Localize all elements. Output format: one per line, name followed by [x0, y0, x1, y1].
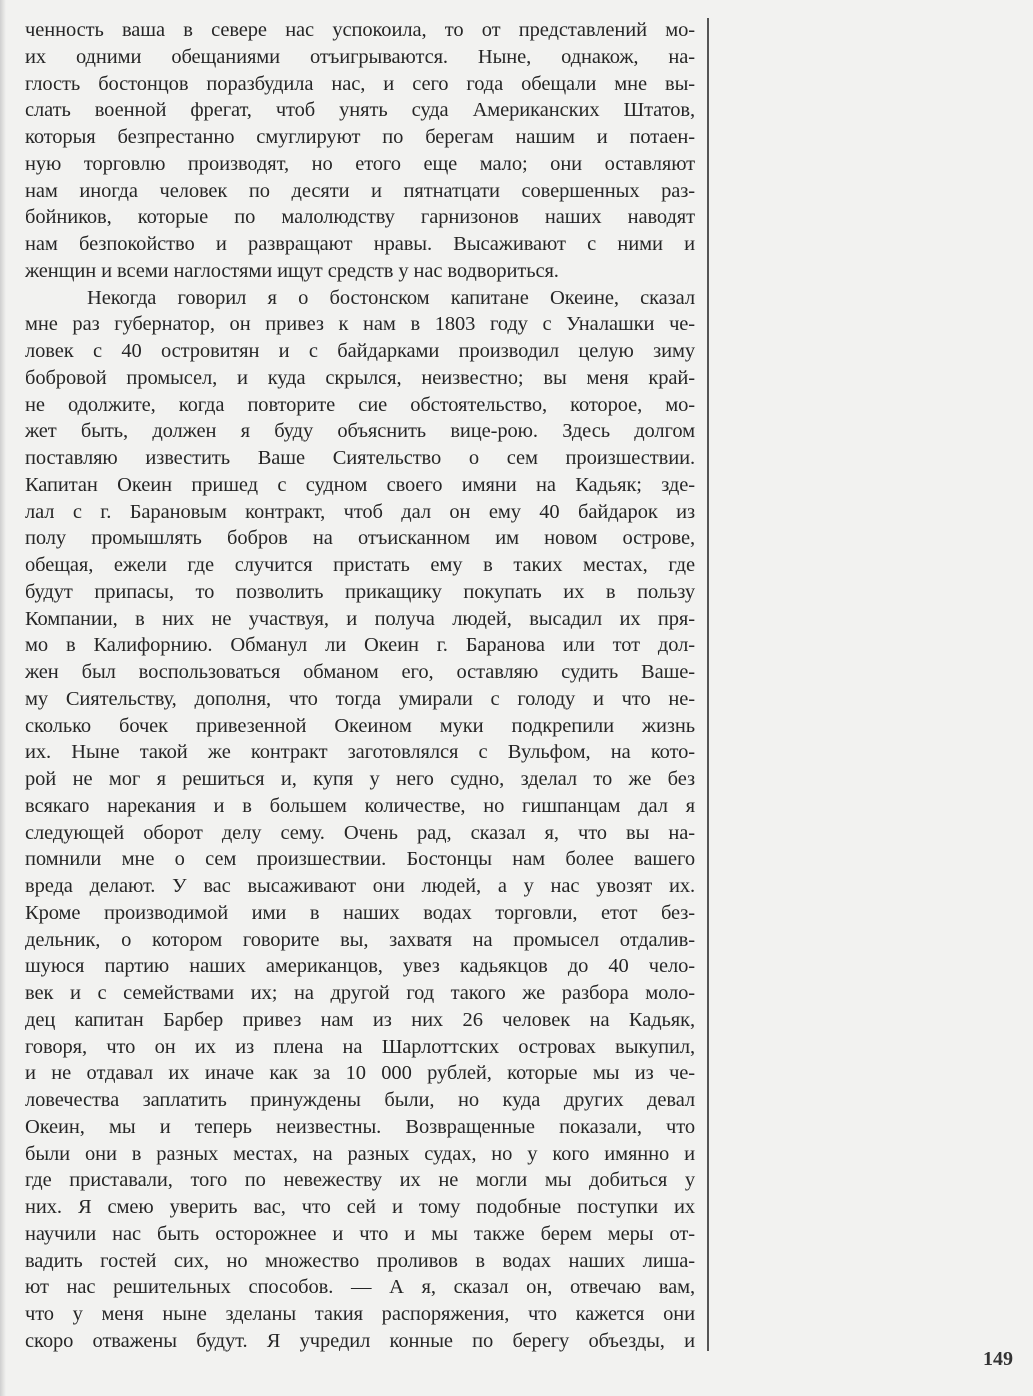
text-line: что у меня ныне зделаны такия распоряжения, что кажется они	[25, 1303, 695, 1325]
text-line: которыя безпрестанно смуглируют по берегам нашим и потаен-	[25, 126, 695, 148]
text-line: них. Я смею уверить вас, что сей и тому подобные поступки их	[25, 1196, 695, 1218]
text-line: говоря, что он их из плена на Шарлоттских островах выкупил,	[25, 1035, 695, 1058]
text-line: рой не мог я решиться и, купя у него судно, зделал то же без	[25, 768, 695, 790]
text-line: будут припасы, то позволить прикащику покупать их в пользу	[25, 580, 695, 603]
page-edge-shadow	[0, 0, 6, 1396]
text-line: Некогда говорил я о бостонском капитане Океине, сказал	[87, 286, 695, 309]
text-line: нам безпокойство и развращают нравы. Высаживают с ними и	[25, 233, 695, 255]
text-line: Капитан Океин пришед с судном своего имяни на Кадьяк; зде-	[25, 473, 695, 496]
text-line: жен был воспользоваться обманом его, оставляю судить Ваше-	[25, 661, 695, 683]
text-line: и не отдавал их иначе как за 10 000 рублей, которые мы из че-	[25, 1062, 695, 1085]
text-line: полу промышлять бобров на отъисканном им новом острове,	[25, 527, 695, 550]
page-number: 149	[983, 1348, 1013, 1370]
text-line: не одолжите, когда повторите сие обстоятельство, которое, мо-	[25, 393, 695, 416]
text-line: их. Ныне такой же контракт заготовлялся с Вульфом, на кото-	[25, 741, 695, 764]
text-line: вреда делают. У вас высаживают они людей, а у нас увозят их.	[25, 875, 695, 897]
text-line: всякаго нарекания и в большем количестве, но гишпанцам дал я	[25, 794, 695, 817]
text-line: бобровой промысел, и куда скрылся, неизвестно; вы меня край-	[25, 366, 695, 389]
text-line: обещая, ежели где случится пристать ему в таких местах, где	[25, 554, 695, 576]
text-line: жет быть, должен я буду объяснить вице-рою. Здесь долгом	[25, 420, 695, 443]
text-line: лал с г. Барановым контракт, чтоб дал он ему 40 байдарок из	[25, 500, 695, 523]
text-line: сколько бочек привезенной Океином муки подкрепили жизнь	[25, 714, 695, 737]
text-line: где приставали, того по невежеству их не могли мы добиться у	[25, 1169, 695, 1192]
margin-rule	[707, 18, 709, 1351]
text-line: мо в Калифорнию. Обманул ли Океин г. Баранова или тот дол-	[25, 634, 695, 657]
text-line: следующей оборот делу сему. Очень рад, сказал я, что вы на-	[25, 821, 695, 844]
text-line: научили нас быть осторожнее и что и мы также берем меры от-	[25, 1222, 695, 1245]
text-line: дельник, о котором говорите вы, захватя на промысел отдалив-	[25, 928, 695, 951]
text-line: поставляю известить Ваше Сиятельство о сем произшествии.	[25, 447, 695, 469]
text-line: му Сиятельству, дополня, что тогда умирали с голоду и что не-	[25, 687, 695, 710]
text-line: век и с семействами их; на другой год такого же разбора моло-	[25, 982, 695, 1004]
text-line: женщин и всеми наглостями ищут средств у нас водвориться.	[25, 259, 559, 282]
text-line: их одними обещаниями отъигрываются. Ныне, однакож, на-	[25, 45, 695, 68]
text-line: дец капитан Барбер привез нам из них 26 человек на Кадьяк,	[25, 1008, 695, 1031]
text-line: Океин, мы и теперь неизвестны. Возвращенные показали, что	[25, 1115, 695, 1138]
text-line: ют нас решительных способов. — А я, сказал он, отвечаю вам,	[25, 1276, 695, 1299]
text-line: помнили мне о сем произшествии. Бостонцы нам более вашего	[25, 848, 695, 871]
text-line: ловек с 40 островитян и с байдарками производил целую зиму	[25, 340, 695, 362]
text-line: ченность ваша в севере нас успокоила, то от представлений мо-	[25, 19, 695, 41]
body-text	[25, 17, 695, 1355]
text-line: бойников, которые по малолюдству гарнизонов наших наводят	[25, 206, 695, 229]
text-line: шуюся партию наших американцов, увез кадьякцов до 40 чело-	[25, 955, 695, 978]
text-line: мне раз губернатор, он привез к нам в 1803 году с Уналашки че-	[25, 313, 695, 336]
text-line: слать военной фрегат, чтоб унять суда Американских Штатов,	[25, 99, 695, 122]
text-line: ловечества заплатить принуждены были, но куда других девал	[25, 1089, 695, 1111]
text-line: были они в разных местах, на разных судах, но у кого имянно и	[25, 1142, 695, 1165]
text-line: Компании, в них не участвуя, и получа людей, высадил их пря-	[25, 607, 695, 630]
text-line: скоро отважены будут. Я учредил конные по берегу объезды, и	[25, 1329, 695, 1352]
text-line: вадить гостей сих, но множество проливов в водах наших лиша-	[25, 1249, 695, 1272]
text-line: Кроме производимой ими в наших водах торговли, етот без-	[25, 901, 695, 924]
text-line: глость бостонцов поразбудила нас, и сего года обещали мне вы-	[25, 72, 695, 95]
text-line: нам иногда человек по десяти и пятнатцати совершенных раз-	[25, 179, 695, 202]
text-line: ную торговлю производят, но етого еще мало; они оставляют	[25, 152, 695, 175]
